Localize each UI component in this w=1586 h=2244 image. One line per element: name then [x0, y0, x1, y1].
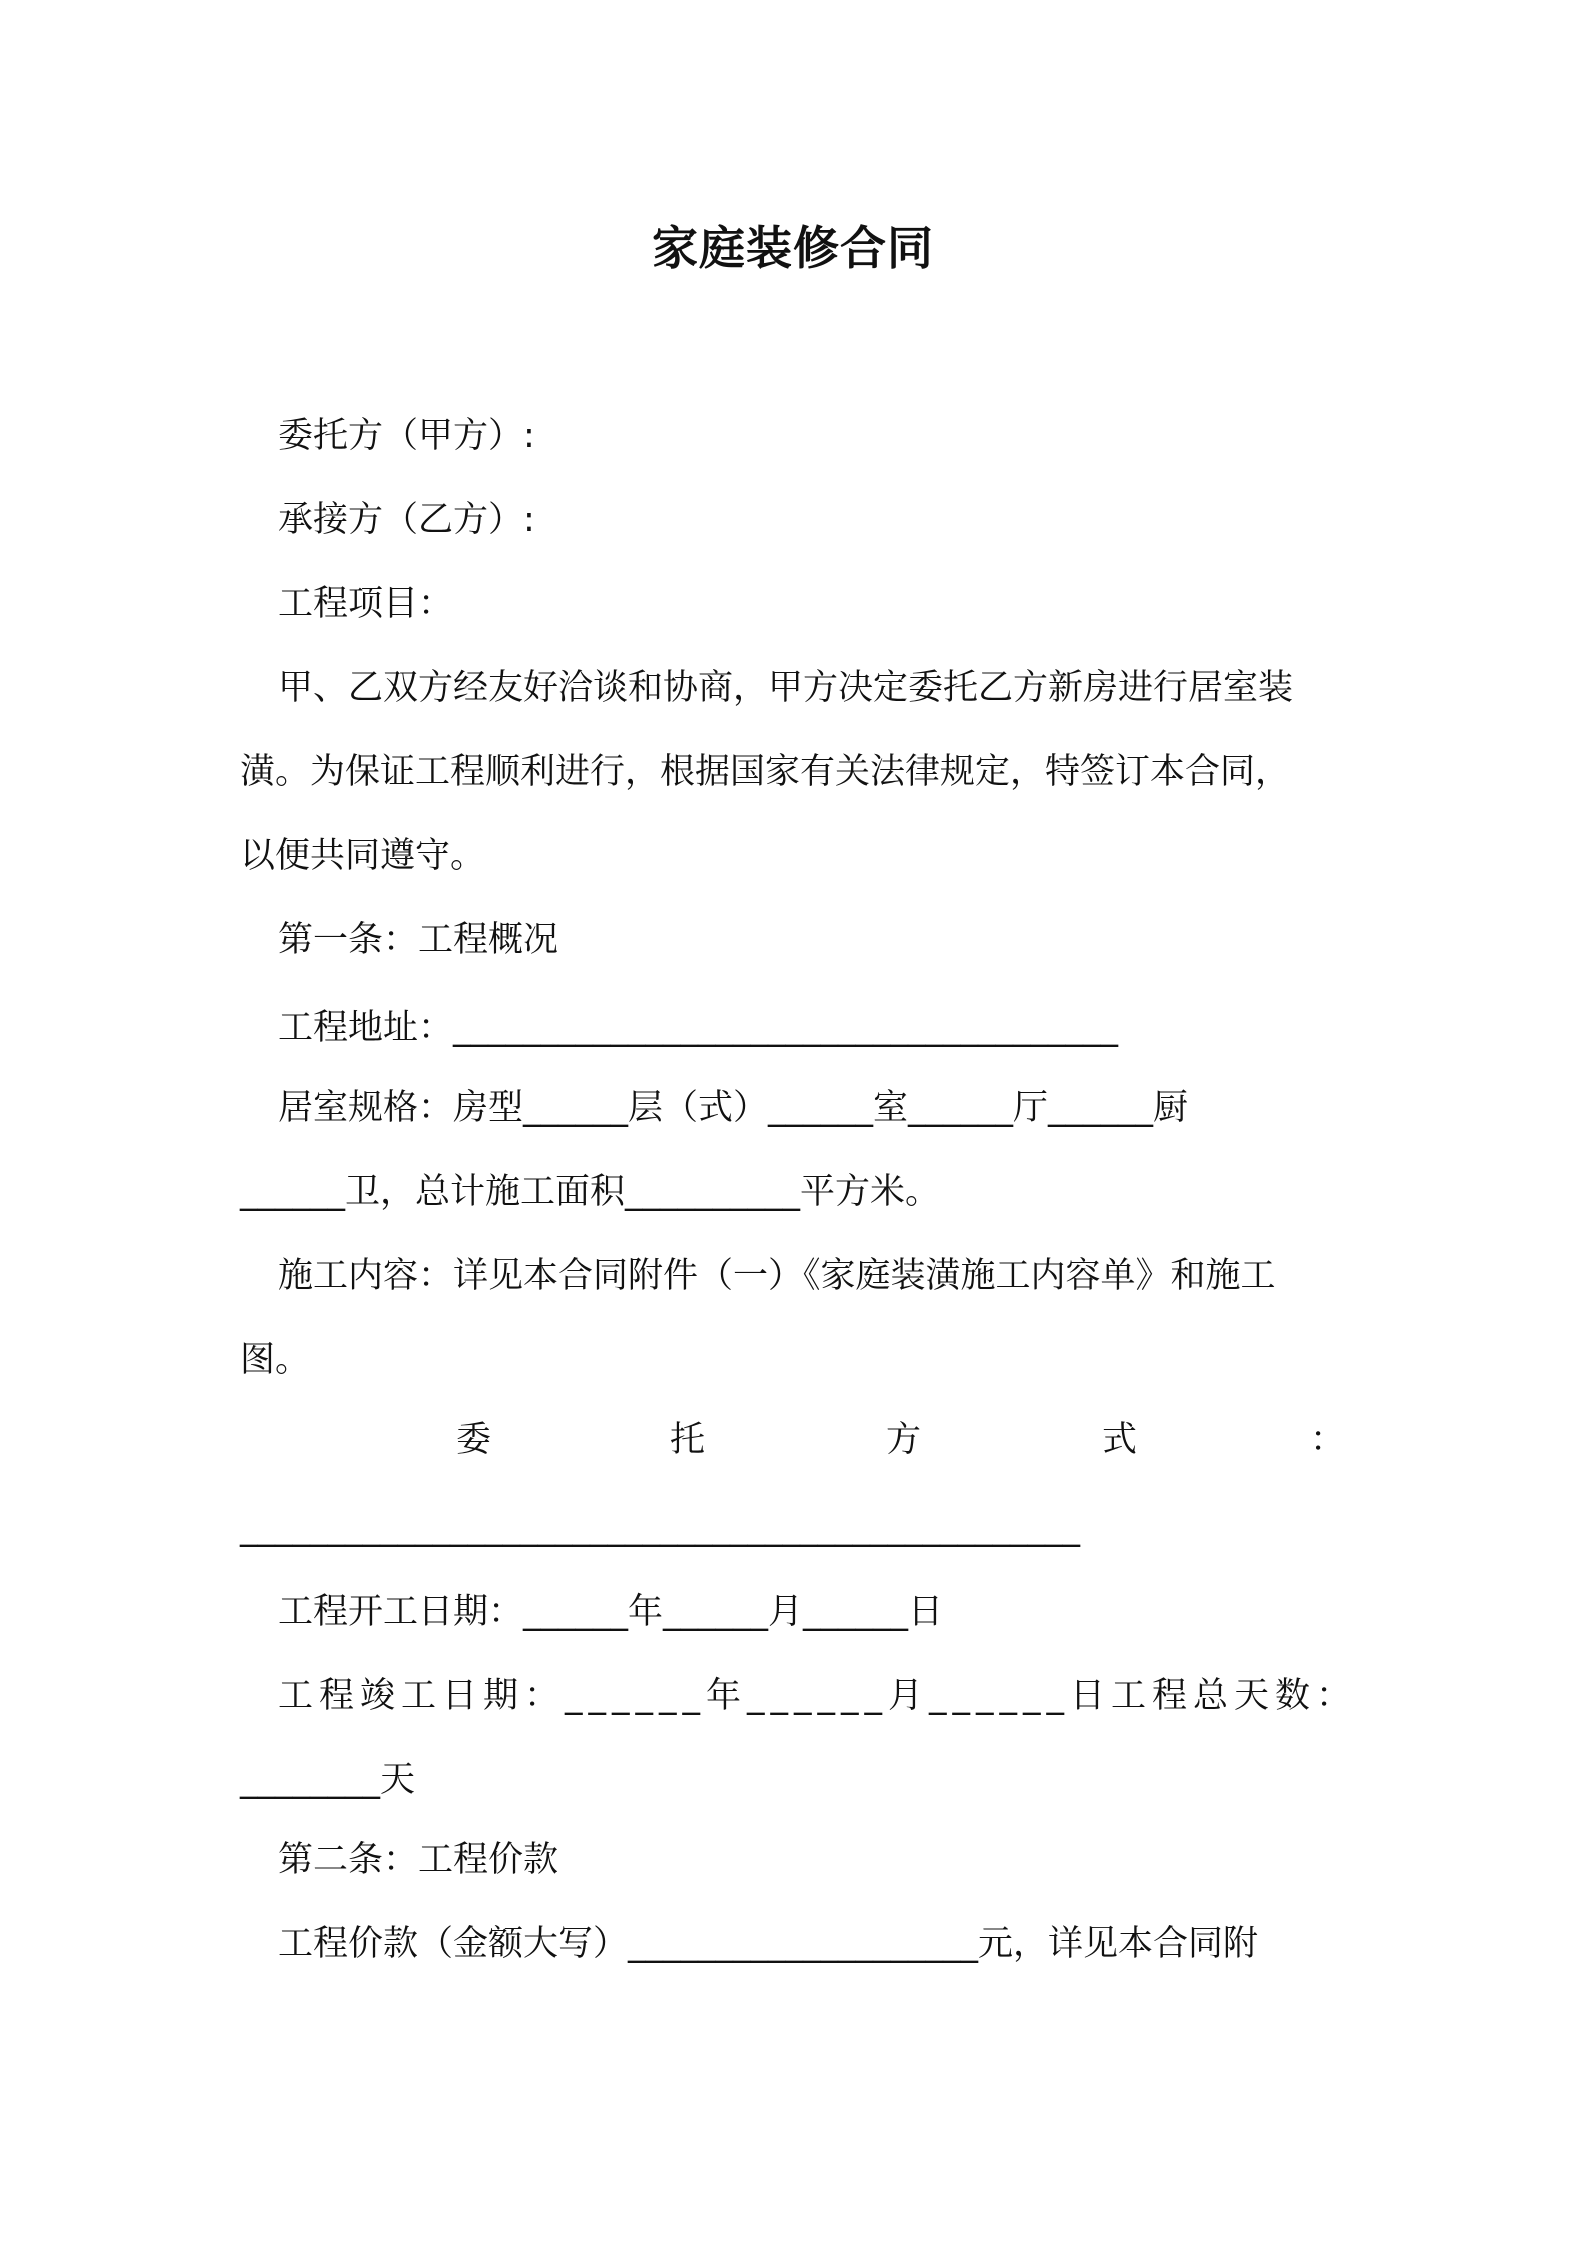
start-date-line: 工程开工日期：______年______月______日	[278, 1592, 944, 1632]
end-date-line-2: ________天	[240, 1760, 416, 1800]
entrust-mode-char-1: 委	[456, 1420, 492, 1460]
entrust-mode-line	[240, 1416, 1346, 1464]
entrust-mode-underline: ________________________________________________	[240, 1508, 1080, 1548]
intro-line-3: 以便共同遵守。	[240, 836, 486, 876]
contractor-line: 承接方（乙方）:	[278, 500, 535, 540]
article-2-heading: 第二条：工程价款	[278, 1840, 559, 1880]
content-line-1: 施工内容：详见本合同附件（一）《家庭装潢施工内容单》和施工	[278, 1256, 1276, 1296]
client-line: 委托方（甲方）:	[278, 416, 535, 456]
spec-line-2: ______卫，总计施工面积__________平方米。	[240, 1172, 941, 1212]
price-line: 工程价款（金额大写）____________________元，详见本合同附	[278, 1924, 1259, 1964]
spec-line-1: 居室规格：房型______层（式）______室______厅______厨	[278, 1088, 1189, 1128]
entrust-mode-char-2: 托	[670, 1420, 706, 1460]
document-title: 家庭装修合同	[652, 221, 934, 275]
address-line: 工程地址：______________________________________	[278, 1008, 1119, 1048]
project-line: 工程项目：	[278, 584, 454, 624]
end-date-line: 工程竣工日期：______年______月______日工程总天数：	[278, 1676, 1358, 1716]
intro-line-1: 甲、乙双方经友好洽谈和协商，甲方决定委托乙方新房进行居室装	[278, 668, 1294, 708]
entrust-mode-char-5: ：	[1310, 1420, 1346, 1460]
entrust-mode-char-3: 方	[886, 1420, 922, 1460]
intro-line-2: 潢。为保证工程顺利进行，根据国家有关法律规定，特签订本合同，	[240, 752, 1291, 792]
article-1-heading: 第一条：工程概况	[278, 920, 559, 960]
content-line-2: 图。	[240, 1340, 311, 1380]
entrust-mode-char-4: 式	[1102, 1420, 1138, 1460]
